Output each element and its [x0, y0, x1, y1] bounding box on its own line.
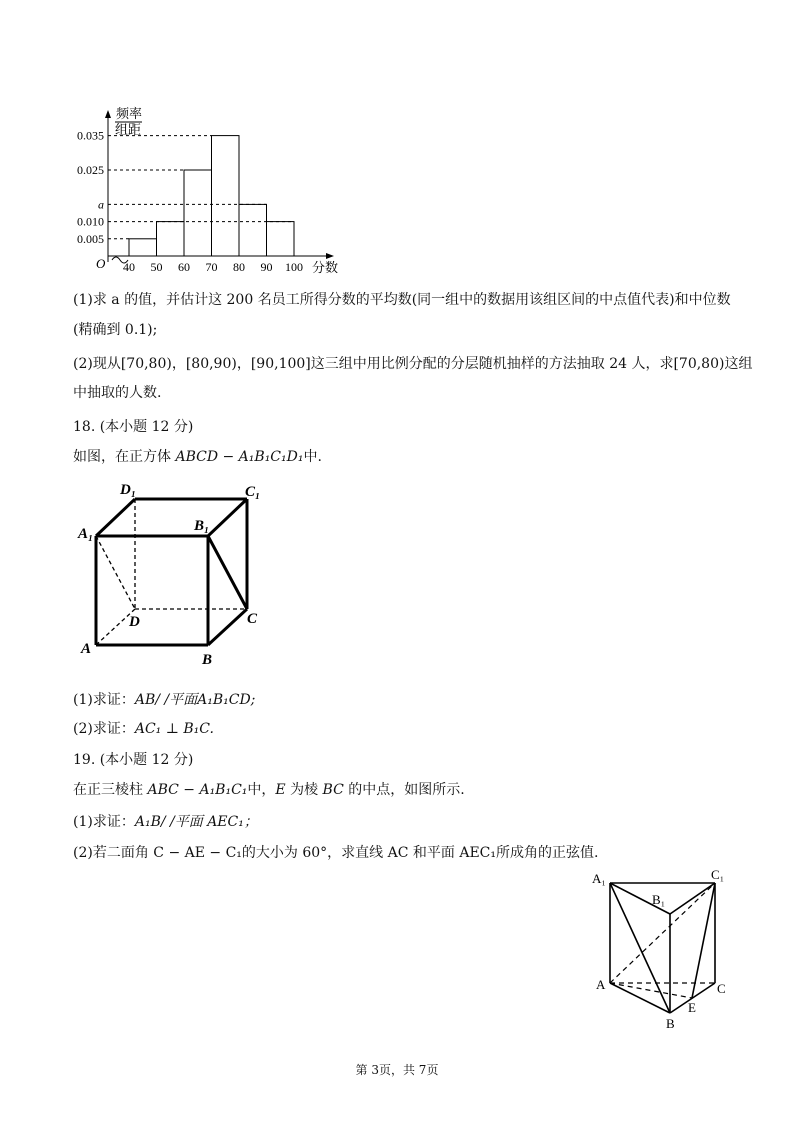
y-tick-label: 0.035 [77, 128, 104, 143]
q19-intro-rest: 为棱 [285, 782, 323, 798]
prism-figure [588, 866, 738, 1031]
histogram-bar [212, 136, 240, 256]
q19-intro-end: 的中点，如图所示. [343, 782, 465, 798]
y-tick-label: 0.005 [77, 231, 104, 246]
q18-intro [73, 447, 322, 467]
cube-label-c1: C₁ [245, 484, 261, 500]
q19-intro-middle: 中， [247, 782, 276, 798]
histogram-bar [239, 204, 267, 256]
cube-label-d1: D₁ [120, 482, 137, 498]
cube-label-c: C [247, 611, 258, 627]
y-tick-label: 0.010 [77, 214, 104, 229]
q18-part2-prefix: (2)求证： [73, 721, 135, 737]
q19-part1-prefix: (1)求证： [73, 814, 135, 830]
prism-label-b1: B₁ [652, 892, 666, 907]
x-tick-label: 60 [178, 260, 190, 274]
q18-part1-math: AB/ /平面A₁B₁CD; [134, 692, 256, 708]
x-tick-label: 90 [260, 260, 273, 274]
q18-intro-prefix: 如图，在正方体 [73, 449, 176, 465]
histogram-bar [267, 222, 295, 256]
histogram-bar [129, 239, 157, 256]
y-label-bottom: 组距 [115, 122, 142, 137]
x-tick-label: 70 [205, 260, 218, 274]
prism-label-e: E [688, 1000, 696, 1015]
q18-part2 [73, 719, 214, 739]
q18-heading: 18. (本小题 12 分) [73, 419, 194, 435]
q17-part2-line1: (2)现从[70,80)，[80,90)，[90,100]这三组中用比例分配的分层随机抽样的方法抽取 24 人，求[70,80)这组 [73, 356, 753, 372]
histogram-bar [184, 170, 212, 256]
cube-label-a1: A₁ [78, 526, 94, 542]
y-label-top: 频率 [116, 106, 143, 121]
y-tick-label: 0.025 [77, 163, 104, 177]
prism-label-c: C [717, 981, 726, 996]
y-tick-label: a [98, 197, 104, 212]
q19-intro-math: ABC − A₁B₁C₁ [147, 782, 248, 798]
q18-part1 [73, 690, 255, 710]
q19-intro-e: E [275, 782, 286, 798]
x-axis-label: 分数 [312, 260, 339, 275]
q19-intro-bc: BC [322, 782, 344, 798]
prism-label-c1: C₁ [711, 867, 725, 882]
q19-heading: 19. (本小题 12 分) [73, 752, 194, 768]
q19-part2: (2)若二面角 C − AE − C₁的大小为 60°，求直线 AC 和平面 AEC₁所成角的正弦值. [73, 845, 599, 861]
histogram-bar [157, 222, 185, 256]
x-tick-label: 80 [233, 260, 245, 274]
q19-part1-math: A₁B/ /平面 AEC₁； [134, 814, 258, 830]
q18-intro-suffix: 中. [303, 449, 322, 465]
cube-label-b: B [202, 652, 213, 668]
cube-label-b1: B₁ [194, 518, 210, 534]
q19-intro [73, 780, 465, 800]
q18-part1-prefix: (1)求证： [73, 692, 135, 708]
prism-label-a: A [596, 977, 606, 992]
cube-figure [75, 478, 275, 668]
x-tick-label: 40 [123, 260, 135, 274]
q17-part1-line2: (精确到 0.1); [73, 322, 158, 338]
prism-label-a1: A₁ [592, 871, 606, 886]
x-tick-label: 100 [285, 260, 303, 274]
prism-label-b: B [666, 1016, 675, 1031]
origin-label: O [96, 256, 106, 271]
q17-part2-line2: 中抽取的人数. [73, 385, 162, 401]
page-footer: 第 3页，共 7页 [355, 1063, 439, 1077]
q17-part1-line1: (1)求 a 的值，并估计这 200 名员工所得分数的平均数(同一组中的数据用该组区间的中点值代表)和中位数 [73, 292, 731, 308]
q19-intro-prefix: 在正三棱柱 [73, 782, 148, 798]
x-tick-label: 50 [150, 260, 163, 274]
frequency-histogram [60, 100, 360, 280]
cube-label-a: A [81, 641, 92, 657]
q18-intro-math: ABCD − A₁B₁C₁D₁ [175, 449, 304, 465]
q19-part1 [73, 812, 258, 832]
q18-part2-math: AC₁ ⊥ B₁C. [134, 721, 214, 737]
cube-label-d: D [129, 614, 140, 630]
